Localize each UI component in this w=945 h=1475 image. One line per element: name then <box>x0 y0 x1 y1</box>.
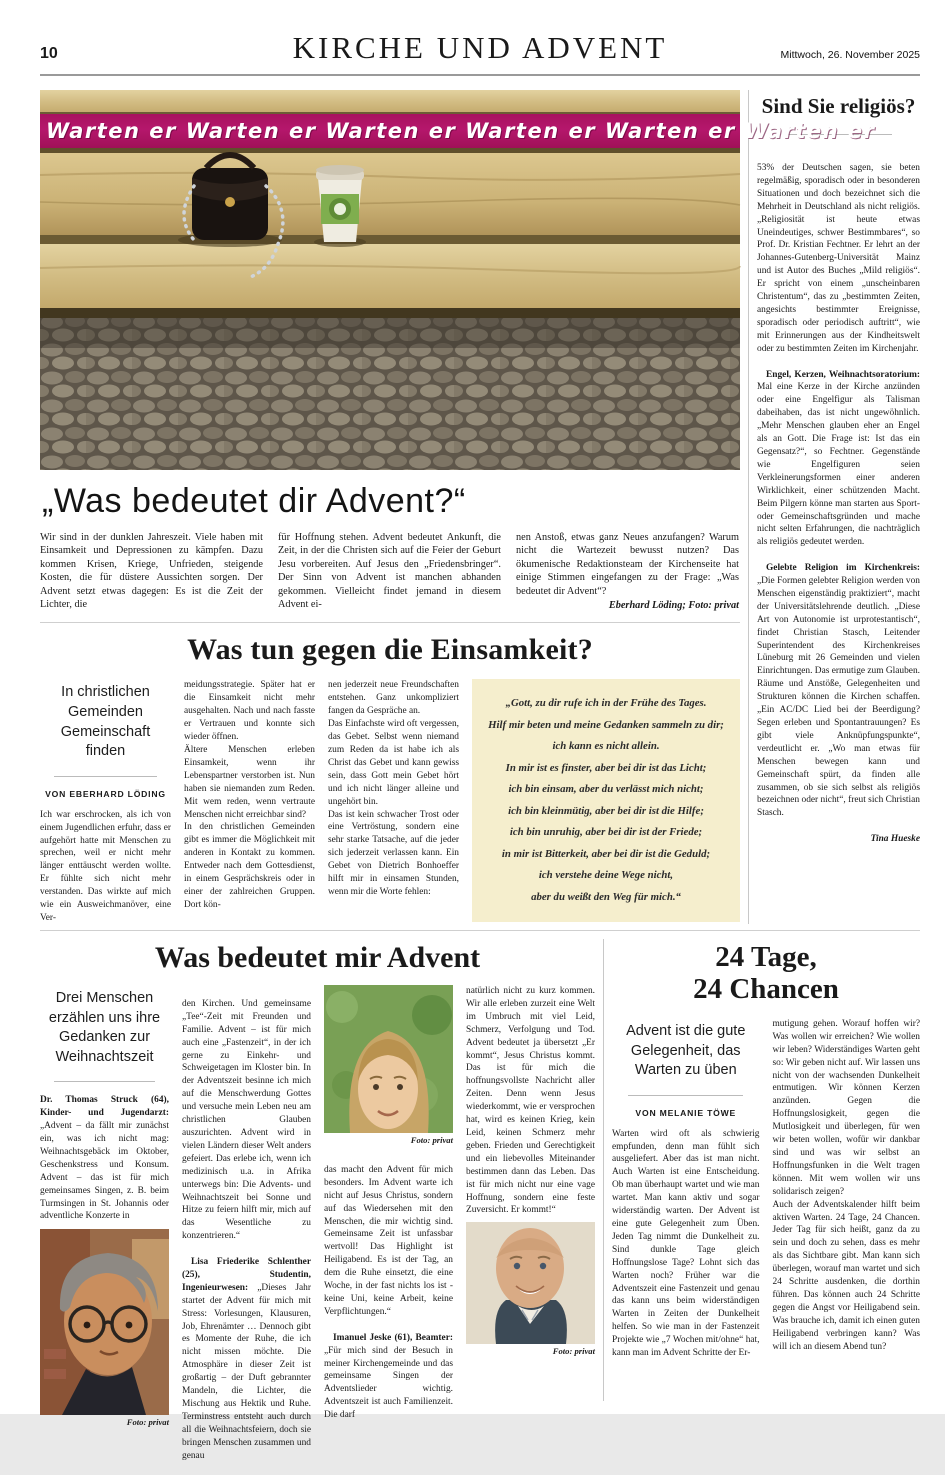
warten-banner-text: Warten er Warten er Warten er Warten er Warten er Warten er <box>46 119 876 143</box>
voices-col-3-text <box>324 1151 453 1435</box>
speaker-name: Imanuel Jeske (61), Beamter: <box>333 1332 453 1343</box>
portrait-imanuel-jeske <box>466 1222 595 1344</box>
einsamkeit-headline: Was tun gegen die Einsamkeit? <box>187 633 593 667</box>
religioes-paragraph-1: 53% der Deutschen sagen, sie beten regelmäßig, sporadisch oder in besonderen Situationen und doch bezeichnet sich die Mehrheit in Deutschland als nicht religiös. „Religiosität ist heute etwas Uneindeutiges, schwer Bestimmbares“, so Prof. Dr. Kristian Fechtner. Er lehrt an der Johannes-Gutenberg-Universität Mainz und ist Autor des Buches „Mild religiös“. Er spricht von einem „unscheinbaren Christentum“, das zu „bestimmten Zeiten, angesichts bestimmter Ereignisse, sporadisch oder periodisch auftritt“, wie mit Erinnerungen aus der Kindheitswelt oder zu bestimmten Zeiten im Kirchenjahr. <box>757 163 920 354</box>
page-number: 10 <box>40 45 58 62</box>
top-section <box>40 90 920 924</box>
section-divider <box>40 930 920 931</box>
speaker-paragraph <box>324 1332 453 1422</box>
tage24-headline-line1: 24 Tage, <box>715 941 817 973</box>
tage24-headline-line2: 24 Chancen <box>693 973 839 1006</box>
portrait-thomas-struck <box>40 1229 169 1415</box>
paragraph-lead-in: Gelebte Religion im Kirchenkreis: <box>766 563 920 574</box>
bonhoeffer-quote-box <box>472 679 740 922</box>
bottom-section <box>40 939 920 1461</box>
lead-col-1: Wir sind in der dunklen Jahreszeit. Viele haben mit Einsamkeit und Depressionen zu kämpfen. Dazu kommen Krisen, Kriege, Unfrieden, steigende Kosten, die für düstere Aussichten sorgen. Der Advent setzt etwas dagegen: Es ist die Zeit der Lichter, die <box>40 532 263 611</box>
voices-columns <box>40 985 595 1475</box>
section-title: KIRCHE UND ADVENT <box>292 30 668 65</box>
issue-date: Mittwoch, 26. November 2025 <box>780 49 920 61</box>
voices-col-1 <box>40 985 169 1475</box>
tage24-byline: VON MELANIE TÖWE <box>635 1107 737 1118</box>
tage24-deck: Advent ist die gute Gelegenheit, das Warten zu üben <box>626 1022 746 1079</box>
einsamkeit-col-1-text: Ich war erschrocken, als ich von einem Jugendlichen erfuhr, dass er aufgehört hatte mit Menschen zu sprechen, weil er nicht mehr länger enttäuscht werden wollte. Er fühlte sich nicht mehr verstanden. Das wirkte auf mich wie ein Ausweichmanöver, eine Ver- <box>40 809 171 923</box>
photo-caption: Foto: privat <box>126 1417 169 1428</box>
tage24-article <box>612 939 920 1401</box>
paragraph-text: Mal eine Kerze in der Kirche anzünden oder eine Engelfigur als Talisman dabeihaben, das ist nicht ungewöhnlich. „Mehr Menschen glauben eher an Engel als an Gott. Die Frage ist: Ist das ein Gegensatz?“, so Fechtner. Gegenstände wie Engelfiguren seien Verkleinerungsformen einer anderen Wirklichkeit, einer schützenden Macht. Beim Pilgern könne man starten aus Sport- oder Gemeinschaftsgründen und mache nicht selten Erfahrungen, die nachträglich als religiös gedeutet werden. <box>757 382 920 548</box>
paragraph-lead-in: Engel, Kerzen, Weihnachtsoratorium: <box>766 369 920 380</box>
speaker-text: „Advent – da fällt mir zunächst ein, was ich nicht mag: Weihnachtsgebäck im Oktober, Geschenkstress und Konsum. Advent – das ist für mich gemeinsames Singen, z. B. beim Turmsingen in St. Johannis oder adventliche Konzerte in <box>40 1121 169 1222</box>
voices-article <box>40 939 595 1461</box>
speaker-name: Dr. Thomas Struck (64), Kinder- und Jugendarzt: <box>40 1095 169 1119</box>
religioes-paragraph-3 <box>757 562 920 820</box>
deck-divider <box>54 776 156 777</box>
religioes-paragraph-2 <box>757 369 920 550</box>
warten-banner <box>40 114 876 148</box>
religioes-body <box>757 149 920 859</box>
voices-col-2 <box>182 985 311 1475</box>
deck-divider <box>54 1081 155 1082</box>
divider <box>40 622 740 623</box>
paragraph-text: „Die Formen gelebter Religion werden von Menschen eigenständig praktiziert“, macht der Universitätslehrende deutlich. „Diese Art von Autonomie ist urprotestantisch“, findet Christian Stasch, Leitender Superintendent des Kirchenkreises Lüneburg mit 26 Gemeinden und vielen Einrichtungen. Das ermutige zum Glauben. Räume und Anstöße, Gelegenheiten und Strukturen können die Kirchen schaffen. „Ein AC/DC Lied bei der Beerdigung? Segen erleben und Spontantrauungen? Es gibt viele Anknüpfungspunkte“, verdeutlicht er. „Wo man etwas für Menschen bewegen kann und Gemeinschaft spürt, da finden alle zusammen, ob sie sich selbst als religiös bezeichnen oder nicht“, freut sich Christian Stasch. <box>757 576 920 819</box>
voices-col-4 <box>466 985 595 1475</box>
tage24-col-1 <box>612 1018 760 1360</box>
religioes-article <box>757 90 920 924</box>
tage24-headline <box>612 941 920 1006</box>
tage24-col-1-text: Warten wird oft als schwierig empfunden, denn man fühlt sich ausgeliefert. Aber das ist man nicht. Auch Warten ist eine Entscheidung. Ob man überhaupt wartet und wie man wartet. Man kann aktiv und sogar widerständig warten. Der Advent ist eine gute Gelegenheit zum Üben. Jeden Tag nimmt die Dunkelheit zu. Sind dunkle Tage gleich Hoffnungslose Tage? Lohnt sich das Warten noch? Früher war die Adventszeit eine Fastenzeit und genau das kann uns beim widerständigen Warten in Zeiten der Dunkelheit helfen. So wie man in der Fastenzeit Projekte wie „7 Wochen mit/ohne“ hat, kann man im Advent Schritte der Er- <box>612 1128 760 1359</box>
photo-caption: Foto: privat <box>410 1135 453 1145</box>
voices-headline: Was bedeutet mir Advent <box>154 941 481 974</box>
deck-divider <box>628 1095 743 1096</box>
einsamkeit-byline: VON EBERHARD LÖDING <box>45 788 166 799</box>
speaker-text: „Für mich sind der Besuch in meiner Kirchengemeinde und das gemeinsame Singen der Adventslieder wichtig. Adventszeit ist auch Familienzeit. Die darf <box>324 1345 453 1421</box>
voices-deck: Drei Menschen erzählen uns ihre Gedanken zur Weihnachtszeit <box>48 990 161 1065</box>
voices-col-4-text: natürlich nicht zu kurz kommen. Wir alle erleben zurzeit eine Welt im Umbruch mit viel Leid, Schmerz, Verfolgung und Tod. Advent bedeutet ja übersetzt „Er kommt“, Jesus Christus kommt. Das ist für mich die hoffnungsvollste Nachricht aller Zeiten. Denn wenn Jesus wiederkommt, wie er versprochen hat, wird es keinen Krieg, kein Leid, keinen Schmerz mehr geben. Frieden und Gerechtigkeit und ein liebevolles Miteinander bestimmen dann das Leben. Das ist für mich nicht nur eine vage Hoffnung, sondern eine feste Zuversicht. Er kommt!“ <box>466 986 595 1216</box>
einsamkeit-col-3: nen jederzeit neue Freundschaften entstehen. Ganz unkompliziert fangen da Gespräche an. Das Einfachste wird oft vergessen, das Gebet. Selbst wenn niemand zum Reden da ist habe ich als Christ das Gebet und kann gewiss sein, dass Gott mein Gebet hört und ich nicht länger alleine und ungehört bin. Das ist kein schwacher Trost oder eine Vertröstung, sondern eine sehr starke Tatsache, auf die jeder sich jederzeit verlassen kann. Ein Gebet von Dietrich Bonhoeffer hilft mir in einsamen Stunden, wenn mir die Worte fehlen: <box>328 680 459 897</box>
einsamkeit-col-2: meidungsstrategie. Später hat er die Einsamkeit nicht mehr ausgehalten. Nach und nach fasste er Vertrauen und konnte sich wieder öffnen. Ältere Menschen erleben Einsamkeit, wenn ihr Lebenspartner verstorben ist. Nun haben sie niemanden zum Reden. Mit wem reden, wenn vertraute Menschen nicht erreichbar sind? In den christlichen Gemeinden gibt es immer die Möglichkeit mit anderen in Kontakt zu kommen. Entweder nach dem Gottesdienst, in einem Gesprächskreis oder in einer der zahlreichen Gruppen. Dort kön- <box>184 680 315 910</box>
speaker-text: den Kirchen. Und gemeinsame „Tee“-Zeit mit Freunden und Familie. Advent – ist für mich auch eine „Fastenzeit“, in der ich gerne zu Einkehr- und Schweigetagen im Kloster bin. In der Adventszeit besinne ich mich auf die Menschwerdung Gottes und versuche mein Leben neu am christlichen Glauben auszurichten. Advent wird in vielen Ländern dieser Welt anders gefeiert. Das erlebe ich, wenn ich medizinisch u.a. in Afrika unterwegs bin: Die Advents- und Weihnachtszeit bei Sonne und Hitze zu feiern hilft mir, mich auf das Wesentliche zu konzentrieren.“ <box>182 998 311 1242</box>
speaker-paragraph <box>182 1256 311 1463</box>
tage24-columns <box>612 1018 920 1360</box>
vertical-divider <box>603 939 604 1401</box>
einsamkeit-col-1 <box>40 679 171 924</box>
einsamkeit-deck: In christlichen Gemeinden Gemeinschaft finden <box>60 684 151 760</box>
vertical-divider <box>748 90 749 924</box>
religioes-author: Tina Hueske <box>870 834 920 845</box>
voices-col-1-text <box>40 1094 169 1223</box>
lead-col-3-text: nen Anstoß, etwas ganz Neues anzufangen? Warum nicht die Wartezeit bewusst nutzen? Das ökumenische Redaktionsteam der Kirchenseite hat einige Stimmen eingefangen zu der Frage: „Was bedeutet dir Advent“? <box>516 532 739 597</box>
speaker-name: Lisa Friederike Schlenther (25), Studentin, Ingenieurwesen: <box>182 1257 311 1293</box>
voices-col-3 <box>324 985 453 1475</box>
einsamkeit-columns <box>40 679 740 924</box>
religioes-headline: Sind Sie religiös? <box>761 94 916 118</box>
portrait-lisa-schlenther <box>324 985 453 1133</box>
lead-col-3 <box>516 531 739 612</box>
lead-byline: Eberhard Löding; Foto: privat <box>608 600 739 612</box>
speaker-text: das macht den Advent für mich besonders. Im Advent warte ich nicht auf Jesus Christus, sondern auf das Wiedersehen mit den Menschen, die mir wichtig sind. Gemeinsame Zeit ist unfassbar wertvoll! Das Highlight ist Heiligabend. Es ist der Tag, an dem die Ruhe einsetzt, die eine Woche, in der fast nichts los ist - keine Uni, keine Arbeit, keine Verpflichtungen.“ <box>324 1164 453 1317</box>
tage24-col-2: mutigung gehen. Worauf hoffen wir? Was wollen wir erreichen? Wie wollen wir leben? Widerständiges Warten geht so: Wir geben nicht auf. Wir lassen uns nicht von der wachsenden Dunkelheit entmutigen. Wir können Kerzen anzünden. Gegen die Hoffnungslosigkeit, gegen die Mutlosigkeit und überlegen, für wen wir beten wollen, wofür wir dankbar sind und was wir selbst an Hoffnungsfunken in die Welt tragen können. Mit wem wollen wir uns solidarisch zeigen? Auch der Adventskalender hilft beim aktiven Warten. 24 Tage, 24 Chancen. Jeder Tag für sich heißt, ganz da zu sein und doch zu sehen, dass es mehr als das Sichtbare gibt. Man kann sich überlegen, worauf man wartet und sich 24 Schritte ausdenken, die dorthin führen. Das können auch 24 Schritte gegen die Angst vor Heiligabend sein. Was brauche ich, damit ich einen guten Heiligabend verbringen kann? Was will ich an diesem Abend tun? <box>772 1018 920 1352</box>
page-header <box>40 0 920 76</box>
lead-headline: „Was bedeutet dir Advent?“ <box>42 482 466 520</box>
photo-caption: Foto: privat <box>552 1346 595 1357</box>
lead-col-2: für Hoffnung stehen. Advent bedeutet Ankunft, die Zeit, in der die Christen sich auf die Feier der Geburt Jesu vorbereiten. Auf Jesus den „Friedensbringer“. Der Sinn von Advent ist manchen abhanden gekommen. Vielleicht findet jemand in diesem Advent ei- <box>278 532 501 611</box>
speaker-text: „Dieses Jahr startet der Advent für mich mit Stress: Vorlesungen, Klausuren, Job, Ehrenämter … Dennoch gibt es Momente der Ruhe, die ich nicht missen möchte. Die Atmosphäre in dieser Zeit ist großartig – der Duft gebrannter Mandeln, die Lichter, die Mischung aus Hektik und Ruhe. Terminstress entsteht auch durch all die Weihnachtsfeiern, doch sie bringen Menschen zusammen und genau <box>182 1282 311 1461</box>
bonhoeffer-quote: „Gott, zu dir rufe ich in der Frühe des Tages. Hilf mir beten und meine Gedanken sammeln zu dir; ich kann es nicht allein. In mir ist es finster, aber bei dir ist das Licht; ich bin einsam, aber du verlässt mich nicht; ich bin kleinmütig, aber bei dir ist die Hilfe; ich bin unruhig, aber bei dir ist der Friede; in mir ist Bitterkeit, aber bei dir ist die Geduld; ich verstehe deine Wege nicht, aber du weißt den Weg für mich.“ <box>488 697 724 903</box>
lead-columns <box>40 531 740 612</box>
